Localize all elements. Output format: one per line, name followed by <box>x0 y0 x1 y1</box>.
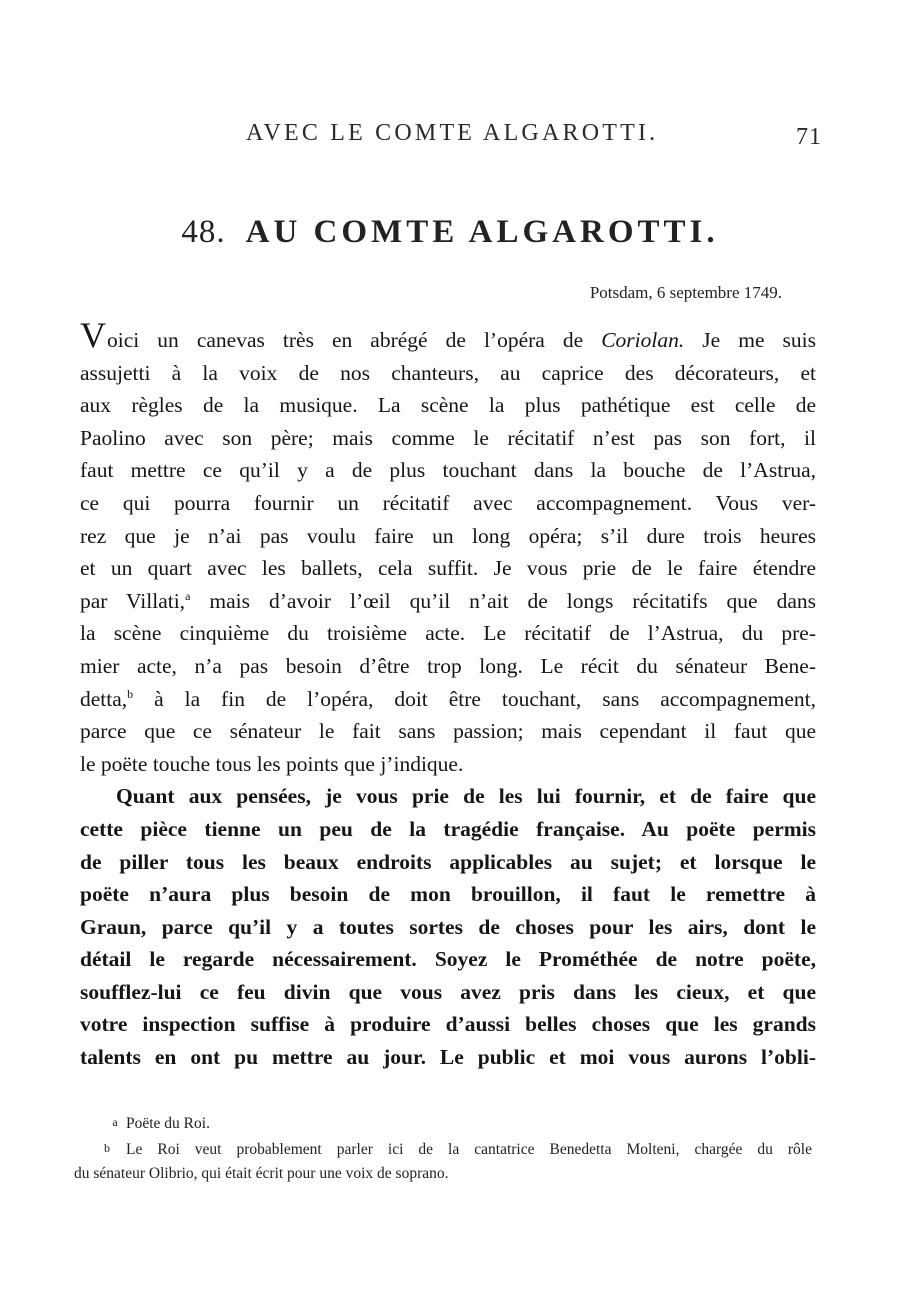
body-line: votre inspection suffise à produire d’aussi belles choses que les grands <box>80 1012 816 1037</box>
body-line: detta,$^b$ à la fin de l’opéra, doit être touchant, sans accompagnement, <box>80 686 816 711</box>
page-number: 71 <box>796 124 822 150</box>
body-line: parce que ce sénateur le fait sans passion; mais cependant il faut que <box>80 719 816 744</box>
body-line: de piller tous les beaux endroits applicables au sujet; et lorsque le <box>80 849 816 874</box>
footnote-ref-b[interactable]: b <box>127 686 134 701</box>
body-line: poëte n’aura plus besoin de mon brouillon, il faut le remettre à <box>80 882 816 907</box>
body-line: Paolino avec son père; mais comme le récitatif n’est pas son fort, il <box>80 425 816 450</box>
footnote-text: Poëte du Roi. <box>126 1115 210 1132</box>
drop-cap: V <box>80 315 106 355</box>
body-line: et un quart avec les ballets, cela suffit. Je vous prie de le faire étendre <box>80 556 816 581</box>
body-line: Quant aux pensées, je vous prie de les lui fournir, et de faire que <box>116 784 816 809</box>
footnote-text: Le Roi veut probablement parler ici de la cantatrice Benedetta Molteni, chargée du rôle <box>126 1141 812 1158</box>
body-line: talents en ont pu mettre au jour. Le public et moi vous aurons l’obli- <box>80 1045 816 1070</box>
letter-number: 48. <box>181 214 226 250</box>
running-head-title: AVEC LE COMTE ALGAROTTI. <box>246 120 659 146</box>
body-line: aux règles de la musique. La scène la plus pathétique est celle de <box>80 393 816 418</box>
footnote-mark: b <box>104 1141 110 1155</box>
footnotes <box>74 1110 812 1186</box>
body-line: Graun, parce qu’il y a toutes sortes de choses pour les airs, dont le <box>80 914 816 939</box>
body-line: la scène cinquième du troisième acte. Le récitatif de l’Astrua, du pre- <box>80 621 816 646</box>
body-line: rez que je n’ai pas voulu faire un long opéra; s’il dure trois heures <box>80 523 816 548</box>
body-line: soufflez-lui ce feu divin que vous avez pris dans les cieux, et que <box>80 979 816 1004</box>
dateline: Potsdam, 6 septembre 1749. <box>589 283 782 302</box>
paragraph-2 <box>80 780 816 1073</box>
footnote-ref-a[interactable]: a <box>185 588 191 603</box>
body-line: ce qui pourra fournir un récitatif avec accompagnement. Vous ver- <box>80 490 816 515</box>
body-line: Voici un canevas très en abrégé de l’opéra de Coriolan. Je me suis <box>80 315 816 355</box>
body-line: mier acte, n’a pas besoin d’être trop long. Le récit du sénateur Bene- <box>80 653 816 678</box>
letter-body <box>80 315 816 1074</box>
body-line: par Villati,$^a$ mais d’avoir l’œil qu’il n’ait de longs récitatifs que dans <box>80 588 816 613</box>
footnote-b-continuation: du sénateur Olibrio, qui était écrit pour une voix de soprano. <box>74 1165 449 1182</box>
body-line: assujetti à la voix de nos chanteurs, au caprice des décorateurs, et <box>80 360 816 385</box>
letter-heading <box>0 214 900 251</box>
body-line: détail le regarde nécessairement. Soyez le Prométhée de notre poëte, <box>80 947 816 972</box>
body-line: faut mettre ce qu’il y a de plus touchant dans la bouche de l’Astrua, <box>80 458 816 483</box>
running-head <box>0 120 900 152</box>
letter-title: AU COMTE ALGAROTTI. <box>245 214 719 250</box>
footnote-b <box>74 1136 812 1162</box>
body-line: le poëte touche tous les points que j’indique. <box>80 751 464 776</box>
work-title: Coriolan. <box>601 328 685 352</box>
footnote-mark: a <box>112 1115 118 1129</box>
body-line: cette pièce tienne un peu de la tragédie française. Au poëte permis <box>80 816 816 841</box>
paragraph-1 <box>80 315 816 780</box>
footnote-a <box>74 1110 812 1136</box>
